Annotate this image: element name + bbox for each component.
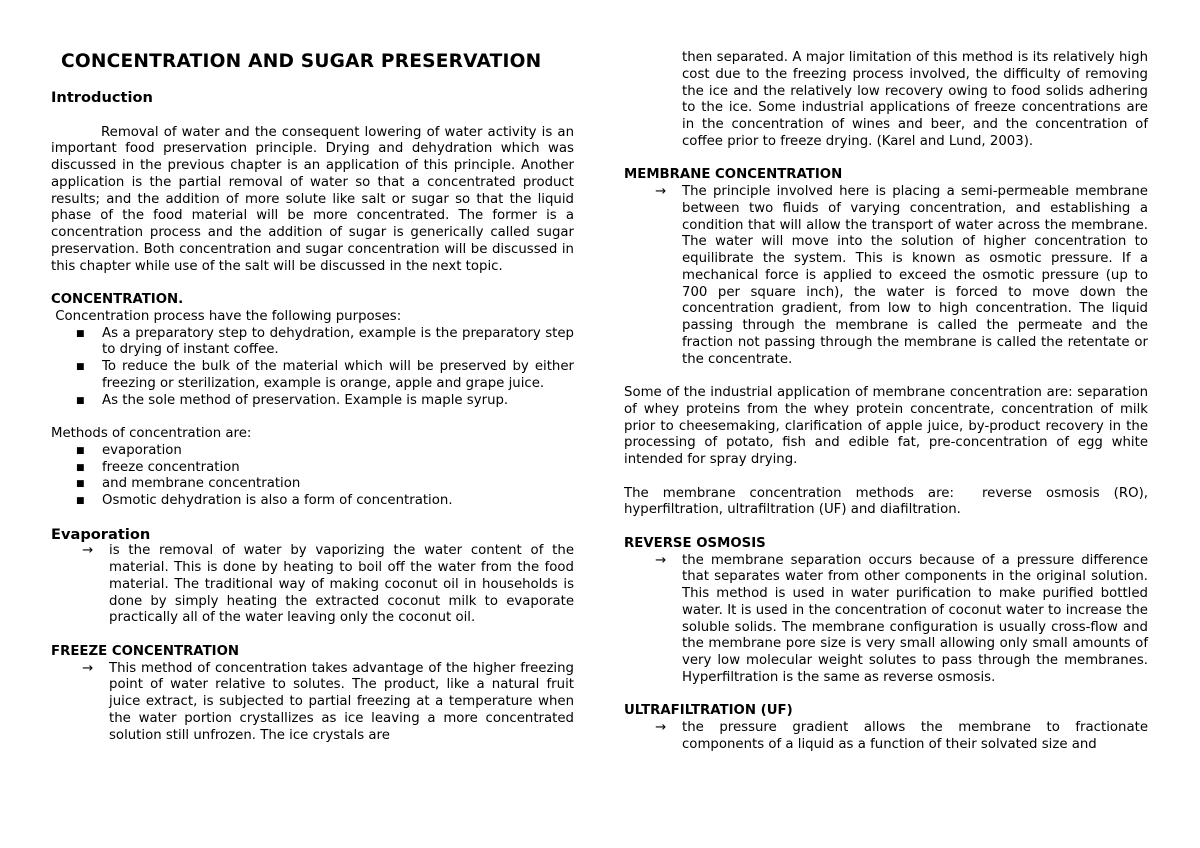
freeze-concentration-continued: then separated. A major limitation of this method is its relatively high cost due to the freezing process involved, the difficulty of removing the ice and the relatively low recovery owing to food solids adhering to the ice. Some industrial applications of freeze concentrations are in the concentration of wines and beer, and the concentration of coffee prior to freeze drying. (Karel and Lund, 2003). bbox=[682, 50, 1148, 149]
list-item: → the pressure gradient allows the membrane to fractionate components of a liquid as a function of their solvated size and bbox=[655, 720, 1148, 752]
list-item: ■ To reduce the bulk of the material which will be preserved by either freezing or sterilization, example is orange, apple and grape juice. bbox=[76, 359, 574, 391]
list-item: → The principle involved here is placing a semi-permeable membrane between two fluids of varying concentration, and establishing a condition that will allow the transport of water across the membrane. The water will move into the solution of higher concentration to equilibrate the system. This is known as osmotic pressure. If a mechanical force is applied to exceed the osmotic pressure (up to 700 per square inch), the water is forced to move down the concentration gradient, from low to high concentration. The liquid passing through the membrane is called the permeate and the fraction not passing through the membrane is called the retentate or the concentrate. bbox=[655, 184, 1148, 367]
arrow-bullet-icon: → bbox=[82, 660, 94, 676]
square-bullet-icon: ■ bbox=[76, 328, 85, 339]
list-item: ■ freeze concentration bbox=[76, 459, 240, 475]
arrow-bullet-icon: → bbox=[655, 184, 667, 199]
square-bullet-icon: ■ bbox=[76, 479, 85, 490]
membrane-concentration-heading: MEMBRANE CONCENTRATION bbox=[624, 167, 843, 183]
evaporation-heading: Evaporation bbox=[51, 525, 151, 543]
introduction-paragraph: Removal of water and the consequent lowering of water activity is an important food preservation principle. Drying and dehydration which was discussed in the previous chapter is an application of this principle. Another application is the partial removal of water so that a concentrated product results; and the addition of more solute like salt or sugar so that the liquid phase of the food material will be more concentrated. The former is a concentration process and the addition of sugar is generically called sugar preservation. Both concentration and sugar concentration will be discussed in this chapter while use of the salt will be discussed in the next topic. bbox=[51, 124, 574, 274]
arrow-bullet-icon: → bbox=[655, 720, 667, 735]
list-item: → This method of concentration takes advantage of the higher freezing point of water relative to solutes. The product, like a natural fruit juice extract, is subjected to partial freezing at a temperature when the water portion crystallizes as ice leaving a more concentrated solution still unfrozen. The ice crystals are bbox=[82, 660, 574, 743]
square-bullet-icon: ■ bbox=[76, 496, 85, 506]
list-item: ■ As the sole method of preservation. Example is maple syrup. bbox=[76, 392, 509, 408]
right-column bbox=[624, 50, 1153, 754]
square-bullet-icon: ■ bbox=[76, 395, 85, 406]
reverse-osmosis-heading: REVERSE OSMOSIS bbox=[624, 535, 766, 551]
freeze-concentration-list bbox=[51, 661, 574, 745]
square-bullet-icon: ■ bbox=[76, 462, 85, 473]
list-item: ■ and membrane concentration bbox=[76, 476, 301, 492]
freeze-concentration-heading: FREEZE CONCENTRATION bbox=[51, 643, 240, 659]
reverse-osmosis-list bbox=[624, 553, 1148, 687]
square-bullet-icon: ■ bbox=[76, 445, 85, 456]
introduction-heading: Introduction bbox=[51, 89, 153, 106]
arrow-bullet-icon: → bbox=[82, 543, 94, 559]
concentration-heading: CONCENTRATION. bbox=[51, 292, 184, 307]
membrane-applications-paragraph: Some of the industrial application of membrane concentration are: separation of whey proteins from the whey protein concentrate, concentration of milk prior to cheesemaking, clarification of apple juice, by-product recovery in the processing of potato, fish and edible fat, pre-concentration of egg white intended for spray drying. bbox=[624, 385, 1148, 467]
square-bullet-icon: ■ bbox=[76, 362, 85, 372]
evaporation-list bbox=[51, 543, 574, 627]
purposes-intro: Concentration process have the following purposes: bbox=[51, 308, 402, 324]
methods-list bbox=[51, 443, 574, 510]
membrane-methods-paragraph: The membrane concentration methods are: reverse osmosis (RO), hyperfiltration, ultrafiltration (UF) and diafiltration. bbox=[624, 485, 1153, 518]
methods-intro: Methods of concentration are: bbox=[51, 426, 252, 441]
purposes-list bbox=[51, 326, 574, 410]
list-item: ■ evaporation bbox=[76, 442, 182, 458]
list-item: → the membrane separation occurs because of a pressure difference that separates water from other components in the original solution. This method is used in water purification to make purified bottled water. It is used in the concentration of coconut water to increase the soluble solids. The membrane configuration is usually cross-flow and the membrane pore size is very small allowing only small amounts of very low molecular weight solutes to pass through the membranes. Hyperfiltration is the same as reverse osmosis. bbox=[655, 552, 1148, 685]
ultrafiltration-list bbox=[624, 720, 1148, 754]
list-item: ■ Osmotic dehydration is also a form of concentration. bbox=[76, 493, 453, 508]
arrow-bullet-icon: → bbox=[655, 552, 667, 568]
list-item: → is the removal of water by vaporizing the water content of the material. This is done by heating to boil off the water from the food material. The traditional way of making coconut oil in households is done by simply heating the extracted coconut milk to evaporate practically all of the water leaving only the coconut oil. bbox=[82, 543, 574, 626]
membrane-concentration-list bbox=[624, 184, 1148, 368]
list-item: ■ As a preparatory step to dehydration, example is the preparatory step to drying of instant coffee. bbox=[76, 325, 574, 358]
document-title: CONCENTRATION AND SUGAR PRESERVATION bbox=[61, 51, 542, 72]
left-column bbox=[51, 90, 574, 744]
ultrafiltration-heading: ULTRAFILTRATION (UF) bbox=[624, 703, 793, 719]
